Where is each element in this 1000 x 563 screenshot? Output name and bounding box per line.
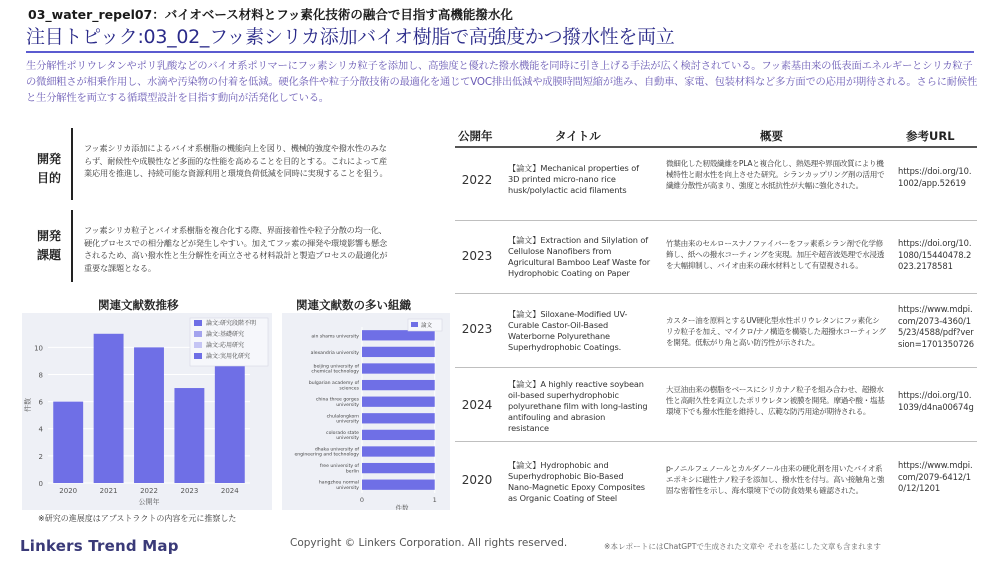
org-bar (362, 347, 435, 357)
org-chart-heading: 関連文献数の多い組織 (296, 298, 411, 312)
trend-legend-label: 論文:応用研究 (206, 342, 245, 349)
table-row-divider (455, 293, 977, 294)
col-header-summary: 概要 (760, 129, 783, 143)
issue-label-line1: 開発 (36, 229, 61, 243)
issue-text: フッ素シリカ粒子とバイオ系樹脂を複合化する際、界面接着性や粒子分散の均一化、硬化プロセスでの相分離などが発生しやすい。加えてフッ素の揮発や環境影響も懸念されるため、高い撥水性と生分解性を両立させる材料設計と製造プロセスの最適化が重要な課題となる。 (84, 225, 388, 273)
trend-y-tick-label: 4 (38, 425, 43, 434)
trend-y-tick-label: 10 (34, 344, 43, 353)
trend-x-tick-label: 2024 (220, 487, 239, 495)
col-header-year: 公開年 (458, 129, 493, 143)
table-row-url[interactable]: https://doi.org/10.1002/app.52619 (898, 166, 972, 188)
col-header-ref: 参考URL (906, 129, 955, 143)
table-row-year: 2023 (461, 249, 493, 263)
table-row-summary: p-ノニルフェノールとカルダノール由来の硬化剤を用いたバイオ系エポキシに磁性ナノ粒子を添加し、撥水性を付与。高い接触角と強固な密着性を示し、海水環境下での防食効果も確認された。 (666, 464, 885, 495)
topic-title: 注目トピック:03_02_フッ素シリカ添加バイオ樹脂で高強度かつ撥水性を両立 (26, 26, 675, 48)
issue-bar (71, 210, 73, 282)
trend-legend-label: 論文:研究段階不明 (206, 320, 257, 327)
trend-bar (215, 361, 245, 483)
table-row-divider (455, 220, 977, 221)
purpose-label-line1: 開発 (36, 152, 61, 166)
org-category-label: beijing university of chemical technology (311, 364, 359, 375)
trend-y-tick-label: 0 (38, 480, 43, 488)
trend-bar (94, 334, 124, 483)
table-row-url[interactable]: https://doi.org/10.1039/d4na00674g (898, 390, 974, 412)
trend-chart (22, 313, 272, 510)
org-bar (362, 446, 435, 456)
table-row-title: 【論文】Mechanical properties of 3D printed micro-nano rice husk/polylactic acid filaments (508, 163, 639, 195)
table-row-summary: 微細化した籾殻繊維をPLAと複合化し、熱処理や界面改質により機械特性と耐水性を向上させた研究。シランカップリング剤の活用で繊維分散性が高まり、強度と水抵抗性が大幅に強化された。 (666, 159, 885, 190)
org-x-axis-label: 件数 (395, 504, 409, 510)
trend-bar (134, 347, 164, 483)
org-category-label: china three gorges university (315, 397, 359, 408)
table-row-divider (455, 441, 977, 442)
purpose-bar (71, 128, 73, 200)
org-legend-label: 論文 (421, 323, 433, 329)
org-category-label: hangzhou normal university (318, 480, 359, 491)
trend-legend-swatch (194, 320, 202, 326)
topic-summary: 生分解性ポリウレタンやポリ乳酸などのバイオ系ポリマーにフッ素シリカ粒子を添加し、高強度と優れた撥水機能を同時に引き上げる手法が広く検討されている。フッ素基由来の低表面エネルギーとシリカ粒子の微細粗さが相乗作用し、水滴や汚染物の付着を低減。硬化条件や粒子分散技術の最適化を通じてVOC排出低減や成膜時間短縮が進み、自動車、家電、包装材料など多方面での応用が期待される。さらに耐候性と生分解性を両立する循環型設計を目指す動向が活発化している。 (26, 60, 978, 104)
table-row-title: 【論文】Extraction and Silylation of Cellulose Nanofibers from Agricultural Bamboo Leaf Waste for Hydrophobic Coating on Paper (508, 235, 651, 278)
trend-x-tick-label: 2020 (59, 487, 78, 495)
purpose-text: フッ素シリカ添加によるバイオ系樹脂の機能向上を図り、機械的強度や撥水性のみならず、耐候性や成膜性など多面的な性能を高めることを目的とする。これによって産業応用を推進し、持続可能な資源利用と環境負荷低減を同時に実現することを狙う。 (84, 143, 388, 179)
trend-legend-label: 論文:実用化研究 (206, 353, 251, 360)
purpose-label (34, 150, 64, 188)
org-category-label: chulalongkorn university (326, 414, 359, 425)
purpose-label-line2: 目的 (36, 171, 61, 185)
org-bar (362, 363, 435, 373)
table-row-divider (455, 367, 977, 368)
trend-y-tick-label: 2 (38, 452, 43, 461)
table-row-url[interactable]: https://doi.org/10.1080/15440478.2023.2178581 (898, 238, 972, 271)
table-row-year: 2024 (461, 398, 493, 412)
table-row-url[interactable]: https://www.mdpi.com/2079-6412/10/12/1201 (898, 460, 973, 493)
issue-label (34, 227, 64, 265)
trend-chart-box (22, 313, 272, 510)
trend-chart-heading: 関連文献数推移 (98, 298, 179, 312)
org-legend-swatch (411, 322, 418, 327)
chatgpt-disclaimer: ※本レポートにはChatGPTで生成された文章や それを基にした文章も含まれます (604, 542, 882, 551)
trend-x-tick-label: 2021 (99, 487, 118, 495)
trend-y-axis-label: 件数 (24, 398, 32, 412)
org-category-label: dhaka university of engineering and technology (294, 447, 359, 458)
trend-legend-swatch (194, 342, 202, 348)
trend-x-axis-label: 公開年 (138, 498, 160, 506)
org-category-label: alexandria university (310, 350, 359, 356)
org-bar (362, 397, 435, 407)
research-stage-footnote: ※研究の進展度はアブストラクトの内容を元に推察した (38, 514, 237, 523)
org-category-label: free university of berlin (319, 464, 359, 475)
copyright-text: Copyright © Linkers Corporation. All rights reserved. (290, 537, 568, 549)
table-row-summary: 大豆油由来の樹脂をベースにシリカナノ粒子を組み合わせ、超撥水性と高耐久性を両立したポリウレタン被膜を開発。摩過や酸・塩基環境下でも撥水性能を維持し、広範な防汚用途が期待される。 (666, 385, 885, 416)
org-bar (362, 413, 435, 423)
trend-bar (53, 402, 83, 483)
org-bar (362, 480, 435, 490)
table-row-title: 【論文】Siloxane-Modified UV-Curable Castor-Oil-Based Waterborne Polyurethane Superhydrophobic Coatings. (508, 309, 628, 352)
trend-y-tick-label: 6 (38, 398, 43, 407)
org-bar (362, 380, 435, 390)
col-header-title: タイトル (555, 129, 601, 143)
table-row-url[interactable]: https://www.mdpi.com/2073-4360/15/23/4588/pdf?version=1701350726 (898, 304, 974, 349)
org-bar (362, 330, 435, 340)
title-divider (26, 51, 974, 53)
trend-x-tick-label: 2023 (180, 487, 199, 495)
trend-legend-swatch (194, 353, 202, 359)
table-row-title: 【論文】Hydrophobic and Superhydrophobic Bio-Based Nano-Magnetic Epoxy Composites as Organic Coating of Steel (508, 460, 645, 503)
table-row-year: 2023 (461, 322, 493, 336)
trend-x-tick-label: 2022 (140, 487, 158, 495)
brand-logo: Linkers Trend Map (20, 537, 179, 555)
org-chart-box (282, 313, 450, 510)
table-header-rule (455, 146, 977, 148)
org-bar (362, 463, 435, 473)
trend-y-tick-label: 8 (38, 371, 43, 380)
org-category-label: ain shams university (311, 334, 359, 340)
issue-label-line2: 課題 (36, 248, 61, 262)
org-x-tick-label: 1 (432, 496, 437, 504)
trend-legend-swatch (194, 331, 202, 337)
table-row-summary: 竹葉由来のセルロースナノファイバーをフッ素系シラン剤で化学修飾し、紙への撥水コーティングを実現。加圧や超音波処理で水浸透を大幅抑制し、バイオ由来の疎水材料として有望視される。 (666, 239, 885, 270)
trend-legend-label: 論文:基礎研究 (206, 331, 245, 338)
org-bar (362, 430, 435, 440)
report-title: 03_water_repel07：バイオベース材料とフッ素化技術の融合で目指す高機能撥水化 (28, 7, 513, 22)
table-row-title: 【論文】A highly reactive soybean oil-based superhydrophobic polyurethane film with long-lasting antifouling and abrasion resistance (508, 379, 648, 433)
org-chart (282, 313, 450, 510)
org-category-label: colorado state university (326, 430, 359, 442)
org-category-label: bulgarian academy of sciences (308, 381, 359, 392)
trend-bar (174, 388, 204, 483)
table-row-summary: カスター油を原料とするUV硬化型水性ポリウレタンにフッ素化シリカ粒子を加え、マイクロ/ナノ構造を構築した超撥水コーティングを開発。低転がり角と高い防汚性が示された。 (666, 316, 886, 347)
table-row-year: 2020 (461, 473, 493, 487)
table-row-year: 2022 (461, 173, 493, 187)
org-x-tick-label: 0 (359, 496, 365, 504)
